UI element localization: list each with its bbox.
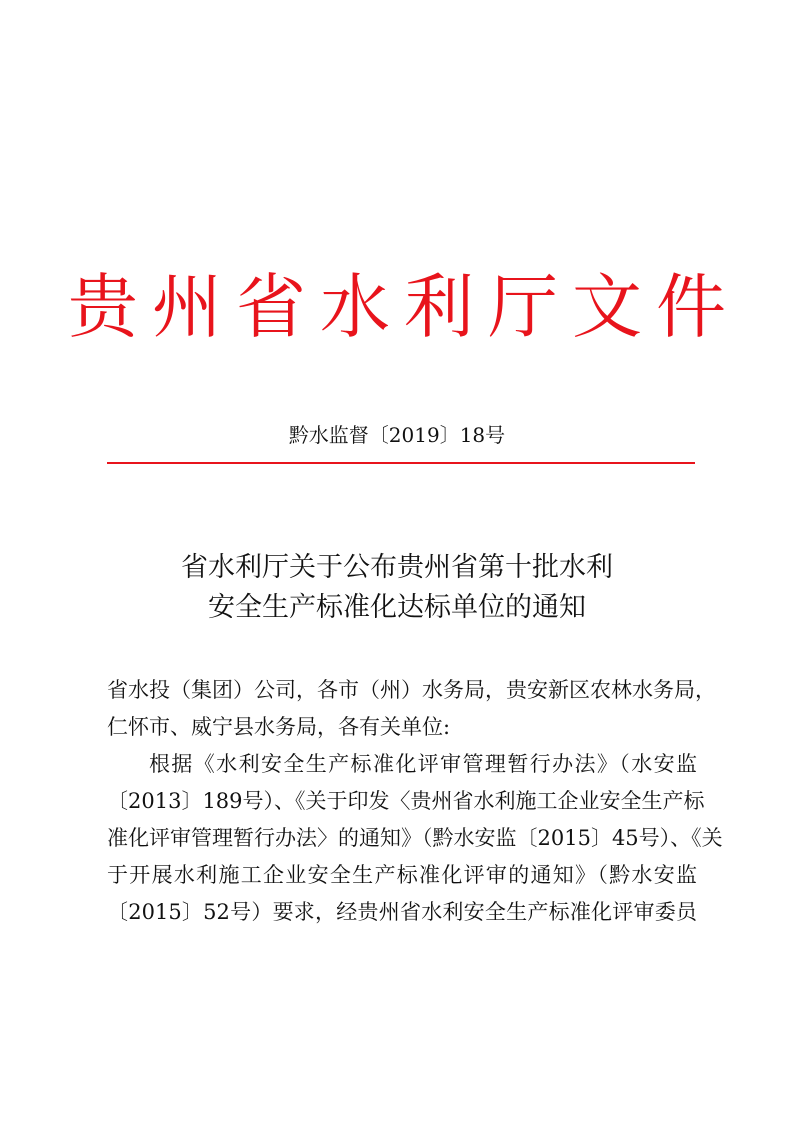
addressee-line: 仁怀市、威宁县水务局，各有关单位: [107, 715, 451, 739]
masthead-title: 贵州省水利厅文件 [68, 266, 740, 348]
body-paragraph [107, 746, 723, 931]
addressee-paragraph [107, 672, 716, 746]
notice-title [0, 548, 794, 628]
notice-title-line: 安全生产标准化达标单位的通知 [208, 592, 586, 623]
document-number: 黔水监督〔2019〕18号 [288, 423, 506, 447]
body-line: 根据《水利安全生产标准化评审管理暂行办法》（水安监 [149, 752, 697, 776]
notice-title-line: 省水利厅关于公布贵州省第十批水利 [181, 552, 613, 583]
addressee-line: 省水投（集团）公司，各市（州）水务局，贵安新区农林水务局， [107, 678, 716, 702]
body-text [107, 672, 723, 931]
body-line: 于开展水利施工企业安全生产标准化评审的通知》（黔水安监 [107, 863, 697, 887]
body-line: 〔2015〕52号）要求，经贵州省水利安全生产标准化评审委员 [107, 900, 697, 924]
body-line: 准化评审管理暂行办法〉的通知》（黔水安监〔2015〕45号）、《关 [107, 826, 723, 850]
red-divider-line [107, 462, 695, 464]
body-line: 〔2013〕189号）、《关于印发〈贵州省水利施工企业安全生产标 [107, 789, 705, 813]
